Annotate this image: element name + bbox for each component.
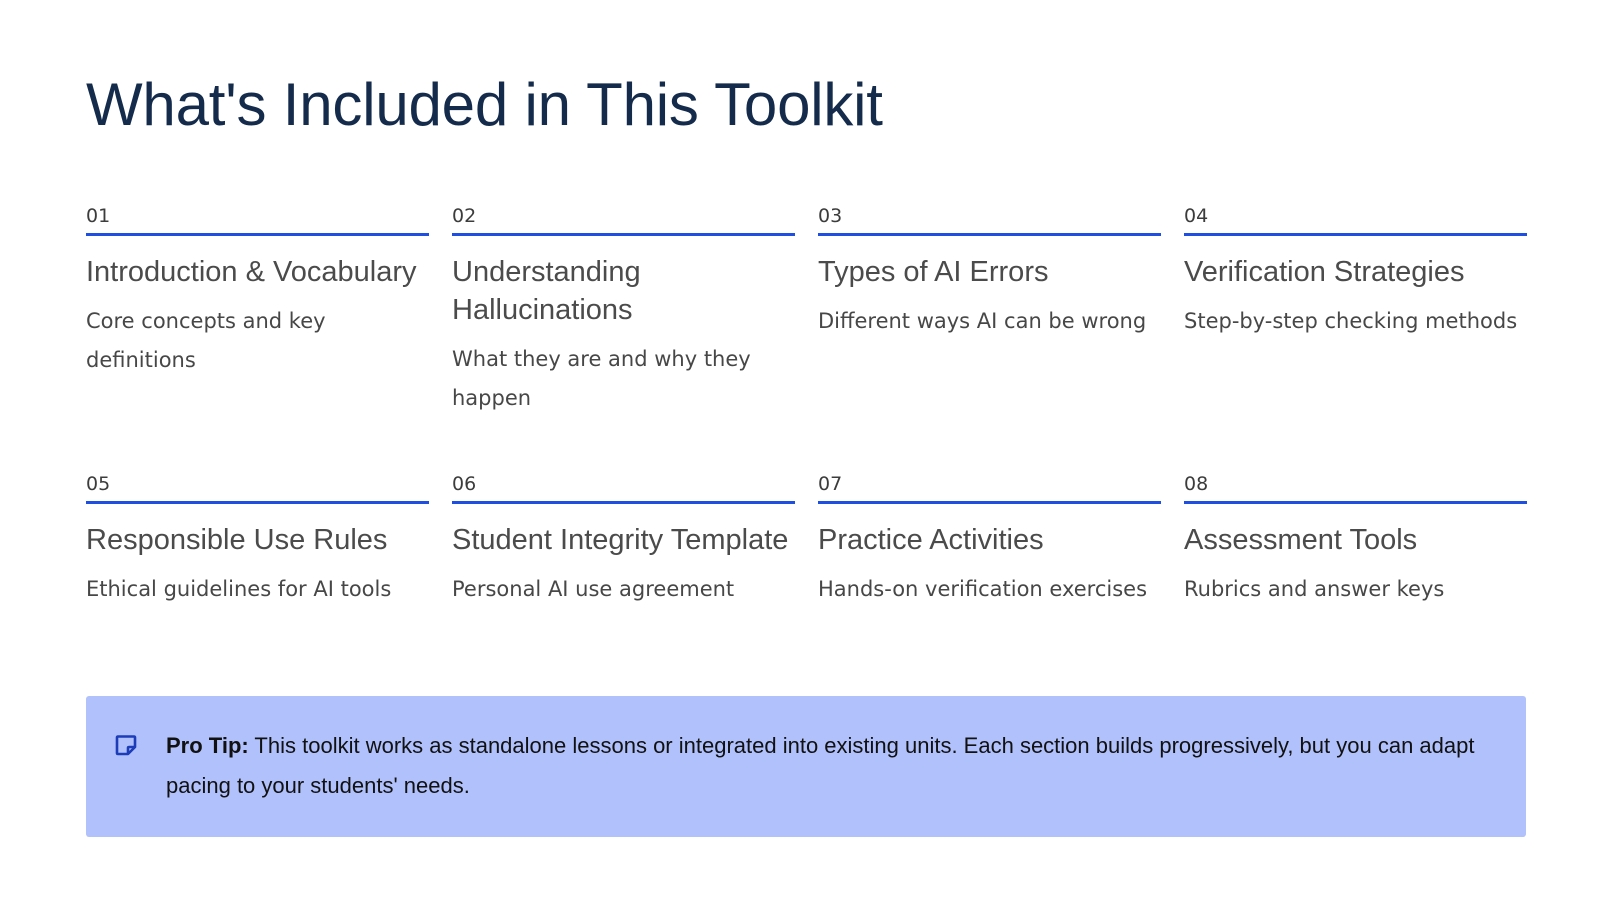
section-title: Introduction & Vocabulary (86, 256, 417, 288)
section-number: 08 (1184, 473, 1209, 495)
section-card (86, 204, 429, 472)
slide (86, 0, 1526, 900)
section-number: 04 (1184, 205, 1209, 227)
section-divider (452, 233, 795, 236)
section-description: Step-by-step checking methods (1184, 309, 1518, 333)
section-description: Ethical guidelines for AI tools (86, 577, 392, 601)
section-description: Different ways AI can be wrong (818, 309, 1147, 333)
section-description: Core concepts and key definitions (86, 309, 326, 372)
section-title: Practice Activities (818, 524, 1044, 556)
section-title: Responsible Use Rules (86, 524, 388, 556)
section-description: What they are and why they happen (452, 347, 751, 410)
section-divider (452, 501, 795, 504)
pro-tip-label: Pro Tip: (166, 733, 249, 758)
section-divider (86, 233, 429, 236)
section-description: Rubrics and answer keys (1184, 577, 1445, 601)
section-number: 03 (818, 205, 843, 227)
section-divider (1184, 233, 1527, 236)
section-title: Understanding Hallucinations (452, 256, 641, 326)
page-title: What's Included in This Toolkit (86, 71, 883, 138)
section-divider (86, 501, 429, 504)
section-description: Personal AI use agreement (452, 577, 735, 601)
section-title: Assessment Tools (1184, 524, 1418, 556)
section-number: 01 (86, 205, 111, 227)
section-divider (818, 501, 1161, 504)
section-number: 05 (86, 473, 111, 495)
section-number: 06 (452, 473, 477, 495)
section-number: 02 (452, 205, 477, 227)
section-card (818, 204, 1161, 472)
sections-grid (86, 204, 1526, 740)
section-number: 07 (818, 473, 843, 495)
section-title: Student Integrity Template (452, 524, 789, 556)
pro-tip-body: This toolkit works as standalone lessons or integrated into existing units. Each section builds progressively, but you can adapt pacing to your students' needs. (166, 733, 1475, 798)
pro-tip-callout (86, 696, 1526, 837)
section-description: Hands-on verification exercises (818, 577, 1148, 601)
section-card (452, 204, 795, 472)
pro-tip-text (166, 726, 1486, 806)
section-title: Types of AI Errors (818, 256, 1049, 288)
section-divider (818, 233, 1161, 236)
section-card (1184, 204, 1527, 472)
section-title: Verification Strategies (1184, 256, 1465, 288)
section-divider (1184, 501, 1527, 504)
note-icon (114, 733, 138, 757)
